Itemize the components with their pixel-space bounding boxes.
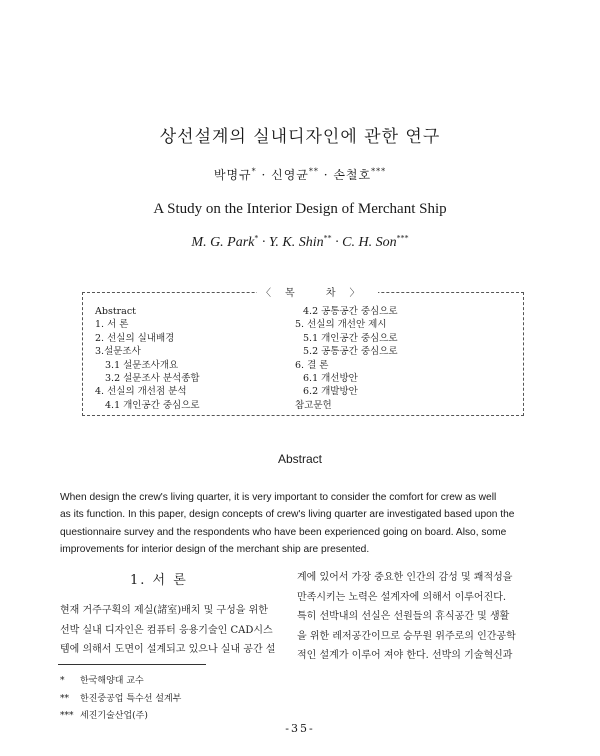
paper-title-english: A Study on the Interior Design of Merchant Ship [153, 201, 447, 217]
section-heading-introduction: 1. 서 론 [130, 573, 188, 588]
body-left-column [60, 601, 275, 660]
footnote-item [60, 691, 181, 709]
body-line: 선박 실내 디자인은 컴퓨터 응용기술인 CAD시스 [60, 624, 273, 636]
paper-title-korean: 상선설계의 실내디자인에 관한 연구 [159, 127, 441, 147]
author-separator: · [318, 168, 334, 182]
toc-right-column [295, 305, 398, 412]
body-line: 현재 거주구획의 제실(諸室)배치 및 구성을 위한 [60, 605, 268, 616]
toc-subitem: 4.1 개인공간 중심으로 [105, 399, 200, 411]
author-3-name: 손철호 [333, 168, 372, 182]
abstract-line: When design the crew's living quarter, it is very important to consider the comfort for crew as well [60, 492, 497, 503]
footnote-mark: * [60, 676, 65, 686]
toc-item: 1. 서 론 [95, 319, 129, 331]
author-1-name-en: M. G. Park [191, 235, 255, 250]
toc-item: 참고문헌 [295, 399, 332, 411]
toc-subitem: 5.1 개인공간 중심으로 [303, 332, 398, 344]
footnotes [60, 673, 181, 726]
page-number: -35- [285, 722, 315, 735]
toc-subitem: 6.2 개발방안 [303, 386, 358, 398]
toc-item: 2. 선실의 실내배경 [95, 332, 175, 344]
toc-subitem: 3.1 설문조사개요 [105, 359, 179, 371]
footnote-text: 한국해양대 교수 [80, 676, 144, 686]
author-list-korean [0, 166, 600, 183]
abstract-heading: Abstract [277, 452, 322, 466]
abstract-line: as its function. In this paper, design concepts of crew's living quarter are investigated based upon the [60, 509, 515, 521]
body-line: 계에 있어서 가장 중요한 인간의 감성 및 쾌적성을 [297, 572, 513, 583]
author-3-name-en: C. H. Son [342, 235, 397, 250]
body-line: 만족시키는 노력은 설계자에 의해서 이루어진다. [297, 591, 507, 603]
toc-item: 4. 선실의 개선점 분석 [95, 386, 187, 398]
author-1-name: 박명규 [213, 168, 252, 182]
toc-item: Abstract [95, 306, 136, 317]
footnote-text: 세진기술산업(주) [80, 711, 148, 721]
author-2-name-en: Y. K. Shin [268, 235, 324, 250]
toc-subitem: 3.2 설문조사 분석종합 [105, 373, 200, 385]
toc-item: 3.설문조사 [95, 346, 141, 358]
toc-subitem: 5.2 공통공간 중심으로 [303, 346, 398, 358]
author-2-name: 신영균 [271, 168, 309, 182]
abstract-line: improvements for interior design of the merchant ship are presented. [60, 544, 370, 556]
toc-item: 6. 결 론 [295, 359, 329, 371]
author-separator-en: · [331, 235, 343, 250]
author-2-mark: ** [308, 167, 319, 176]
toc-heading: 〈목 차〉 [257, 284, 378, 299]
abstract-line: questionnaire survey and the respondents who have been experienced going on board. Also, some [60, 526, 507, 538]
author-1-mark: * [251, 167, 257, 176]
abstract-body [60, 489, 552, 559]
footnote-mark: *** [60, 711, 74, 721]
author-list-english [0, 235, 600, 251]
footnote-divider [58, 664, 206, 665]
toc-subitem: 4.2 공통공간 중심으로 [303, 306, 398, 317]
author-1-mark-en: * [254, 233, 259, 243]
footnote-mark: ** [60, 693, 69, 704]
body-line: 을 위한 레저공간이므로 승무원 위주로의 인간공학 [297, 630, 516, 642]
body-right-column [297, 568, 516, 666]
author-separator: · [256, 168, 272, 182]
toc-subitem: 6.1 개선방안 [303, 373, 358, 385]
toc-left-column [95, 305, 200, 412]
author-2-mark-en: ** [323, 233, 332, 243]
author-3-mark-en: *** [396, 233, 409, 243]
footnote-text: 한진중공업 특수선 설계부 [80, 693, 182, 704]
author-separator-en: · [258, 235, 269, 250]
body-line: 적인 설계가 이루어 져야 한다. 선박의 기술혁신과 [297, 650, 513, 661]
body-line: 특히 선박내의 선실은 선원들의 휴식공간 및 생활 [297, 611, 510, 622]
author-3-mark: *** [371, 167, 387, 176]
body-line: 템에 의해서 도면이 설계되고 있으나 실내 공간 설 [60, 644, 276, 655]
footnote-item [60, 673, 181, 691]
toc-item: 5. 선실의 개선안 제시 [295, 319, 387, 331]
